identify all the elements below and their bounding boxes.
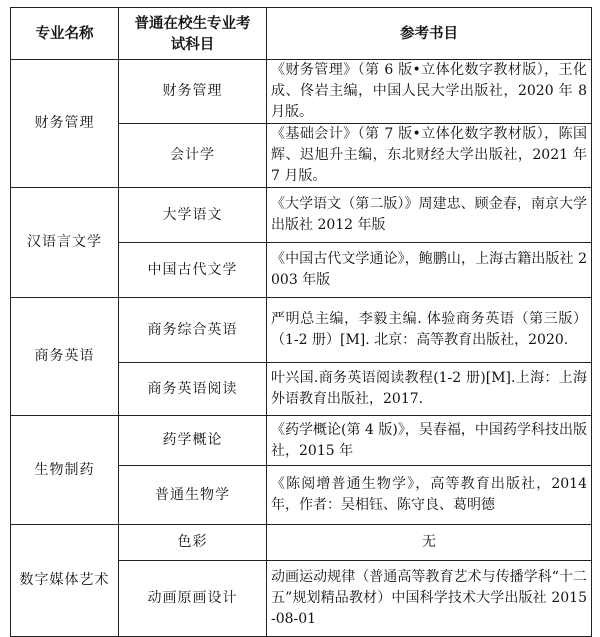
header-subject: 普通在校生专业考试科目 xyxy=(119,8,267,60)
subject-cell: 财务管理 xyxy=(119,60,267,124)
subject-cell: 商务综合英语 xyxy=(119,298,267,363)
book-cell: 《中国古代文学通论》，鲍鹏山，上海古籍出版社 2003 年版 xyxy=(267,243,592,298)
subject-cell: 色彩 xyxy=(119,525,267,561)
subject-cell: 普通生物学 xyxy=(119,466,267,525)
major-cell: 汉语言文学 xyxy=(11,188,119,298)
table-row xyxy=(11,525,592,561)
major-cell: 财务管理 xyxy=(11,60,119,188)
major-cell: 数字媒体艺术 xyxy=(11,525,119,637)
subject-cell: 动画原画设计 xyxy=(119,561,267,637)
major-cell: 生物制药 xyxy=(11,416,119,525)
table-row xyxy=(11,416,592,466)
reference-books-table xyxy=(10,7,592,637)
book-cell: 《财务管理》（第 6 版•立体化数字教材版），王化成、佟岩主编，中国人民大学出版社，2020 年 8 月版。 xyxy=(267,60,592,124)
book-cell: 无 xyxy=(267,525,592,561)
book-cell: 《药学概论(第 4 版)》，吴春福，中国药学科技出版社，2015 年 xyxy=(267,416,592,466)
header-row xyxy=(11,8,592,60)
subject-cell: 商务英语阅读 xyxy=(119,363,267,416)
book-cell: 严明总主编，李毅主编. 体验商务英语（第三版）（1-2 册）[M]. 北京：高等教育出版社，2020. xyxy=(267,298,592,363)
header-books: 参考书目 xyxy=(267,8,592,60)
subject-cell: 大学语文 xyxy=(119,188,267,243)
book-cell: 《大学语文（第二版）》周建忠、顾金春，南京大学出版社 2012 年版 xyxy=(267,188,592,243)
subject-cell: 中国古代文学 xyxy=(119,243,267,298)
book-cell: 动画运动规律（普通高等教育艺术与传播学科“十二五”规划精品教材）中国科学技术大学出版社 2015-08-01 xyxy=(267,561,592,637)
book-cell: 《陈阅增普通生物学》，高等教育出版社，2014 年，作者：吴相钰、陈守良、葛明德 xyxy=(267,466,592,525)
book-cell: 《基础会计》（第 7 版•立体化数字教材版），陈国辉、迟旭升主编，东北财经大学出版社，2021 年 7 月版。 xyxy=(267,124,592,188)
header-major: 专业名称 xyxy=(11,8,119,60)
major-cell: 商务英语 xyxy=(11,298,119,416)
book-cell: 叶兴国.商务英语阅读教程(1-2 册)[M].上海：上海外语教育出版社，2017. xyxy=(267,363,592,416)
subject-cell: 药学概论 xyxy=(119,416,267,466)
subject-cell: 会计学 xyxy=(119,124,267,188)
table-row xyxy=(11,298,592,363)
table-row xyxy=(11,188,592,243)
table-row xyxy=(11,60,592,124)
